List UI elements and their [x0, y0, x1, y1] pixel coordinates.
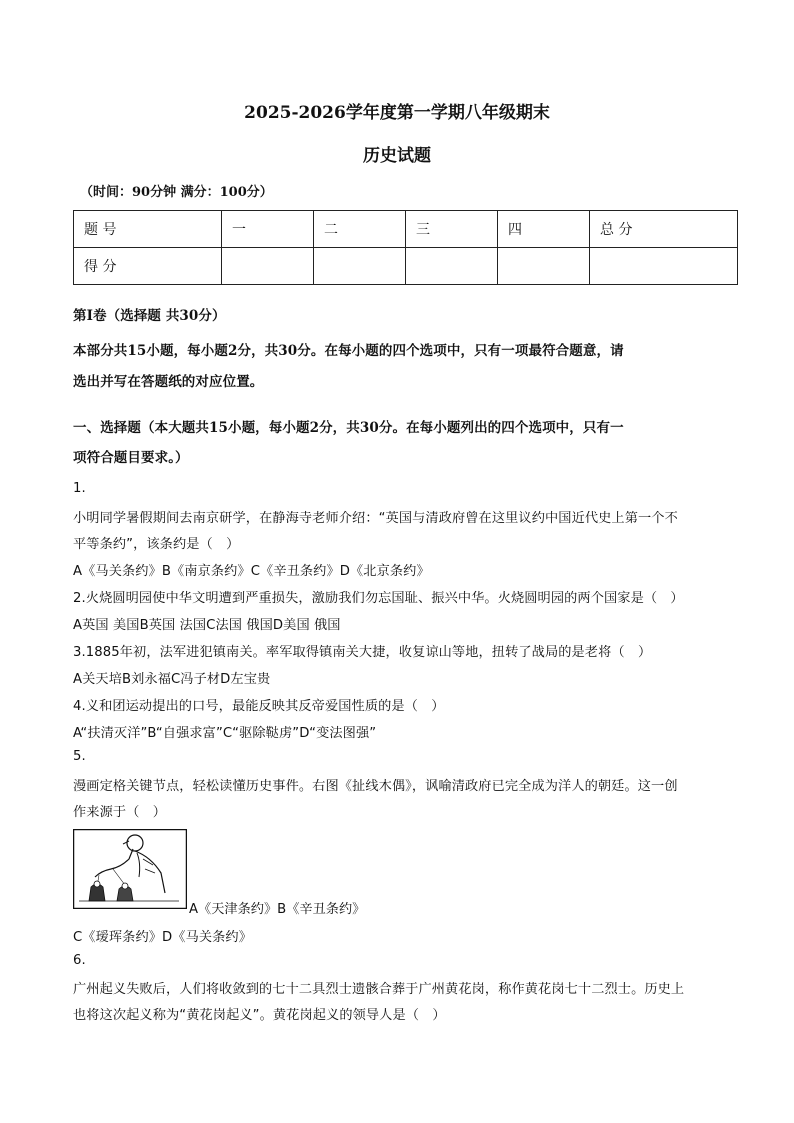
question-text: 2.火烧圆明园使中华文明遭到严重损失，激励我们勿忘国耻、振兴中华。火烧圆明园的两个国家是（ ） [73, 591, 684, 606]
score-cell-empty [314, 248, 406, 285]
score-cell: 二 [314, 211, 406, 248]
score-cell-empty [406, 248, 498, 285]
question-options: A“扶清灭洋”B“自强求富”C“驱除鞑虏”D“变法图强” [73, 726, 377, 741]
question-options: A英国 美国B英国 法国C法国 俄国D美国 俄国 [73, 618, 341, 633]
score-table [73, 210, 738, 285]
section-intro: 本部分共15小题，每小题2分，共30分。在每小题的四个选项中，只有一项最符合题意，请 [73, 343, 624, 359]
question-options: A关天培B刘永福C冯子材D左宝贵 [73, 672, 271, 687]
part-heading: 项符合题目要求。） [73, 450, 189, 466]
question-text: 3.1885年初，法军进犯镇南关。率军取得镇南关大捷，收复谅山等地，扭转了战局的是老将（ ） [73, 645, 652, 660]
question-text: 作来源于（ ） [73, 805, 167, 820]
exam-title: 2025-2026学年度第一学期八年级期末 [244, 103, 550, 123]
exam-meta: （时间：90分钟 满分：100分） [80, 185, 273, 200]
score-cell-empty [498, 248, 590, 285]
question-number: 5. [73, 749, 86, 764]
question-text: 漫画定格关键节点，轻松读懂历史事件。右图《扯线木偶》，讽喻清政府已完全成为洋人的朝廷。这一创 [73, 779, 678, 794]
question-options: A《马关条约》B《南京条约》C《辛丑条约》D《北京条约》 [73, 564, 430, 579]
question-text: 小明同学暑假期间去南京研学，在静海寺老师介绍：“英国与清政府曾在这里议约中国近代史上第一个不 [73, 511, 678, 526]
score-table-score-row [74, 248, 738, 285]
question-text: 平等条约”，该条约是（ ） [73, 537, 240, 552]
question-options: A《天津条约》B《辛丑条约》 [189, 902, 366, 917]
puppet-cartoon-image [73, 829, 187, 909]
score-cell-empty [590, 248, 738, 285]
score-table-header-row [74, 211, 738, 248]
part-heading: 一、选择题（本大题共15小题，每小题2分，共30分。在每小题列出的四个选项中，只有一 [73, 420, 624, 436]
question-text: 广州起义失败后，人们将收敛到的七十二具烈士遗骸合葬于广州黄花岗，称作黄花岗七十二烈士。历史上 [73, 982, 685, 997]
section-heading: 第Ⅰ卷（选择题 共30分） [73, 308, 226, 324]
section-intro: 选出并写在答题纸的对应位置。 [73, 374, 264, 390]
score-cell: 得 分 [74, 248, 222, 285]
score-cell: 四 [498, 211, 590, 248]
score-cell: 总 分 [590, 211, 738, 248]
question-options: C《瑷珲条约》D《马关条约》 [73, 930, 253, 945]
score-cell-empty [222, 248, 314, 285]
question-number: 1. [73, 481, 86, 496]
question-text: 也将这次起义称为“黄花岗起义”。黄花岗起义的领导人是（ ） [73, 1008, 446, 1023]
question-text: 4.义和团运动提出的口号，最能反映其反帝爱国性质的是（ ） [73, 699, 445, 714]
score-cell: 一 [222, 211, 314, 248]
score-cell: 题 号 [74, 211, 222, 248]
exam-subject: 历史试题 [363, 146, 431, 166]
score-cell: 三 [406, 211, 498, 248]
question-number: 6. [73, 953, 86, 968]
